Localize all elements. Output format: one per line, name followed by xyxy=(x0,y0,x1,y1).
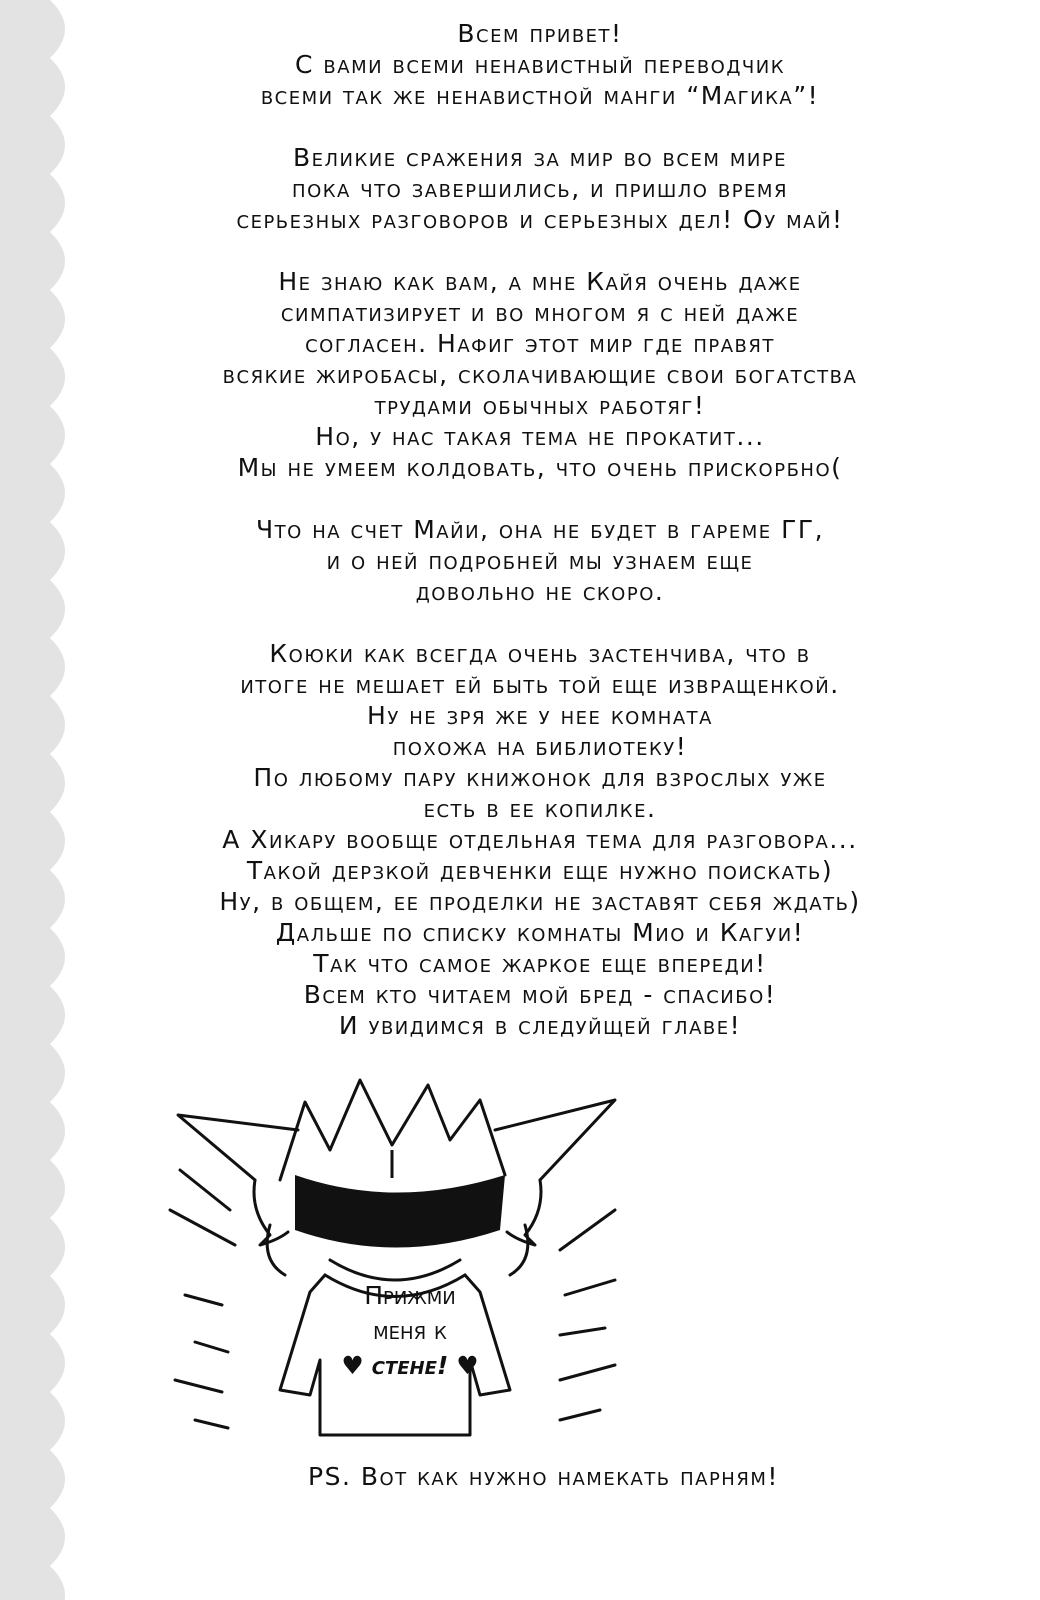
note-line: есть в ее копилке. xyxy=(423,794,657,823)
note-line: И увидимся в следуйщей главе! xyxy=(338,1011,742,1040)
scalloped-edge-border xyxy=(0,0,80,1600)
note-line: С вами всеми ненавистный переводчик xyxy=(295,50,785,79)
note-line: Мы не умеем колдовать, что очень прискорбно( xyxy=(237,453,843,482)
note-line: По любому пару книжонок для взрослых уже xyxy=(253,763,827,792)
note-line: похожа на библиотеку! xyxy=(392,732,688,761)
note-paragraph-5 xyxy=(120,638,960,1041)
postscript: PS. Вот как нужно намекать парням! xyxy=(308,1462,779,1491)
shirt-line-1: Прижми xyxy=(364,1281,456,1310)
note-line: всякие жиробасы, сколачивающие свои богатства xyxy=(222,360,858,389)
note-line: Всем кто читаем мой бред - спасибо! xyxy=(303,980,777,1009)
note-line: Коюки как всегда очень застенчива, что в xyxy=(269,639,811,668)
shirt-slogan xyxy=(325,1278,495,1383)
note-line: Так что самое жаркое еще впереди! xyxy=(313,949,767,978)
heart-icon: ♥ xyxy=(341,1351,364,1380)
note-line: и о ней подробней мы узнаем еще xyxy=(326,546,754,575)
note-line: итоге не мешает ей быть той еще извращенкой. xyxy=(240,670,840,699)
note-line: пока что завершились, и пришло время xyxy=(292,174,788,203)
note-line: согласен. Нафиг этот мир где правят xyxy=(305,329,775,358)
note-line: Великие сражения за мир во всем мире xyxy=(292,143,788,172)
note-paragraph-4 xyxy=(120,514,960,607)
note-line: серьезных разговоров и серьезных дел! Оу май! xyxy=(236,205,844,234)
note-paragraph-1 xyxy=(120,18,960,111)
note-paragraph-3 xyxy=(120,266,960,483)
note-line: трудами обычных работяг! xyxy=(374,391,706,420)
note-line: Такой дерзкой девченки еще нужно поискать) xyxy=(246,856,834,885)
chibi-character-drawing xyxy=(160,1060,630,1460)
translator-note xyxy=(120,18,960,1072)
shirt-emphasis-word: стене! xyxy=(371,1351,449,1380)
shirt-line-2: меня к xyxy=(373,1316,447,1345)
note-line: Ну не зря же у нее комната xyxy=(367,701,713,730)
heart-icon: ♥ xyxy=(456,1351,479,1380)
shirt-line-3 xyxy=(325,1348,495,1383)
note-line: Всем привет! xyxy=(457,19,623,48)
note-line: симпатизирует и во многом я с ней даже xyxy=(280,298,800,327)
note-line: А Хикару вообще отдельная тема для разговора... xyxy=(222,825,858,854)
note-paragraph-2 xyxy=(120,142,960,235)
note-line: Дальше по списку комнаты Мио и Кагуи! xyxy=(275,918,805,947)
note-line: всеми так же ненавистной манги “Магика”! xyxy=(260,81,820,110)
note-line: довольно не скоро. xyxy=(415,577,665,606)
note-line: Ну, в общем, ее проделки не заставят себя ждать) xyxy=(219,887,861,916)
note-line: Не знаю как вам, а мне Кайя очень даже xyxy=(278,267,802,296)
note-line: Что на счет Майи, она не будет в гареме ГГ, xyxy=(255,515,825,544)
note-line: Но, у нас такая тема не прокатит... xyxy=(315,422,765,451)
